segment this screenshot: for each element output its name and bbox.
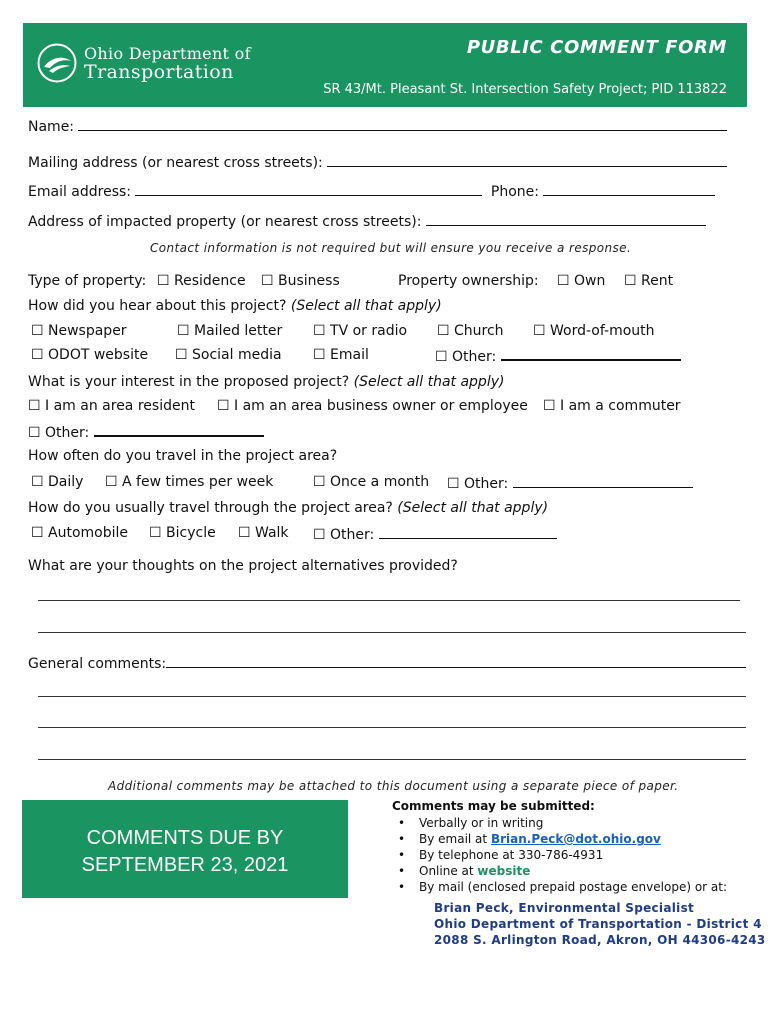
mailing-input[interactable] [327, 153, 727, 167]
due-line-2: SEPTEMBER 23, 2021 [81, 854, 289, 876]
checkbox-business-owner[interactable]: ☐ I am an area business owner or employee [217, 398, 528, 414]
general-comments-field [28, 654, 746, 672]
often-other-input[interactable] [513, 474, 693, 488]
email-field [28, 182, 715, 200]
mode-question: How do you usually travel through the project area? (Select all that apply) [28, 500, 549, 516]
contact-org: Ohio Department of Transportation - District 4 [434, 917, 762, 931]
general-comments-input[interactable] [166, 654, 746, 668]
email-label: Email address: [28, 184, 132, 200]
checkbox-word-of-mouth[interactable]: ☐ Word-of-mouth [533, 323, 655, 339]
form-subtitle: SR 43/Mt. Pleasant St. Intersection Safety Project; PID 113822 [323, 82, 727, 97]
hear-other-input[interactable] [501, 347, 681, 361]
additional-comments-note: Additional comments may be attached to this document using a separate piece of paper. [108, 779, 679, 793]
impacted-label: Address of impacted property (or nearest cross streets): [28, 214, 422, 230]
general-line-2[interactable] [38, 727, 746, 728]
checkbox-residence[interactable]: ☐ Residence [157, 273, 246, 289]
interest-question: What is your interest in the proposed project? (Select all that apply) [28, 374, 505, 390]
checkbox-own[interactable]: ☐ Own [557, 273, 606, 289]
checkbox-tv-radio[interactable]: ☐ TV or radio [313, 323, 408, 339]
submit-methods-list [398, 815, 727, 895]
impacted-field [28, 212, 706, 230]
checkbox-few-times-week[interactable]: ☐ A few times per week [105, 474, 274, 490]
logo-text-line1: Ohio Department of [84, 44, 251, 63]
checkbox-once-month[interactable]: ☐ Once a month [313, 474, 430, 490]
impacted-input[interactable] [426, 212, 706, 226]
name-label: Name: [28, 119, 75, 135]
mailing-label: Mailing address (or nearest cross streets): [28, 155, 323, 171]
general-line-1[interactable] [38, 696, 746, 697]
hear-hint: (Select all that apply) [290, 298, 442, 314]
phone-input[interactable] [543, 182, 715, 196]
checkbox-hear-other[interactable]: ☐ Other: [435, 347, 681, 365]
contact-address: 2088 S. Arlington Road, Akron, OH 44306-4243 [434, 933, 766, 947]
often-question: How often do you travel in the project area? [28, 448, 338, 464]
checkbox-newspaper[interactable]: ☐ Newspaper [31, 323, 127, 339]
form-title: PUBLIC COMMENT FORM [466, 37, 727, 58]
list-item: • By mail (enclosed prepaid postage envelope) or at: [398, 879, 727, 895]
thoughts-line-1[interactable] [38, 600, 740, 601]
checkbox-area-resident[interactable]: ☐ I am an area resident [28, 398, 195, 414]
general-line-3[interactable] [38, 759, 746, 760]
list-item: • By email at Brian.Peck@dot.ohio.gov [398, 831, 727, 847]
hear-question: How did you hear about this project? (Select all that apply) [28, 298, 442, 314]
phone-label: Phone: [490, 184, 540, 200]
checkbox-automobile[interactable]: ☐ Automobile [31, 525, 129, 541]
name-field [28, 117, 727, 135]
checkbox-church[interactable]: ☐ Church [437, 323, 504, 339]
interest-other-input[interactable] [94, 423, 264, 437]
checkbox-mode-other[interactable]: ☐ Other: [313, 525, 557, 543]
checkbox-commuter[interactable]: ☐ I am a commuter [543, 398, 681, 414]
checkbox-daily[interactable]: ☐ Daily [31, 474, 84, 490]
mailing-field [28, 153, 727, 171]
logo-text-line2: Transportation [84, 61, 234, 83]
interest-hint: (Select all that apply) [353, 374, 505, 390]
form-header [23, 23, 747, 107]
checkbox-business[interactable]: ☐ Business [261, 273, 340, 289]
checkbox-mailed-letter[interactable]: ☐ Mailed letter [177, 323, 283, 339]
checkbox-rent[interactable]: ☐ Rent [624, 273, 674, 289]
checkbox-odot-website[interactable]: ☐ ODOT website [31, 347, 149, 363]
mode-hint: (Select all that apply) [397, 500, 549, 516]
property-type-label: Type of property: [28, 273, 147, 289]
list-item: • Verbally or in writing [398, 815, 727, 831]
mode-other-input[interactable] [379, 525, 557, 539]
list-item: • By telephone at 330-786-4931 [398, 847, 727, 863]
submit-heading: Comments may be submitted: [392, 799, 595, 813]
checkbox-social-media[interactable]: ☐ Social media [175, 347, 282, 363]
checkbox-walk[interactable]: ☐ Walk [238, 525, 289, 541]
name-input[interactable] [78, 117, 727, 131]
contact-name-title: Brian Peck, Environmental Specialist [434, 901, 695, 915]
email-link[interactable]: Brian.Peck@dot.ohio.gov [490, 832, 661, 846]
email-input[interactable] [135, 182, 482, 196]
checkbox-bicycle[interactable]: ☐ Bicycle [149, 525, 216, 541]
checkbox-email[interactable]: ☐ Email [313, 347, 369, 363]
checkbox-often-other[interactable]: ☐ Other: [447, 474, 693, 492]
list-item: • Online at website [398, 863, 727, 879]
thoughts-question: What are your thoughts on the project alternatives provided? [28, 558, 458, 574]
general-comments-label: General comments: [28, 656, 167, 672]
contact-note: Contact information is not required but will ensure you receive a response. [150, 241, 632, 255]
property-ownership-label: Property ownership: [398, 273, 539, 289]
due-date-box [22, 800, 348, 898]
due-line-1: COMMENTS DUE BY [86, 827, 284, 849]
thoughts-line-2[interactable] [38, 632, 746, 633]
checkbox-interest-other[interactable]: ☐ Other: [28, 423, 264, 441]
odot-logo-icon [37, 43, 77, 83]
website-link[interactable]: website [477, 864, 531, 878]
